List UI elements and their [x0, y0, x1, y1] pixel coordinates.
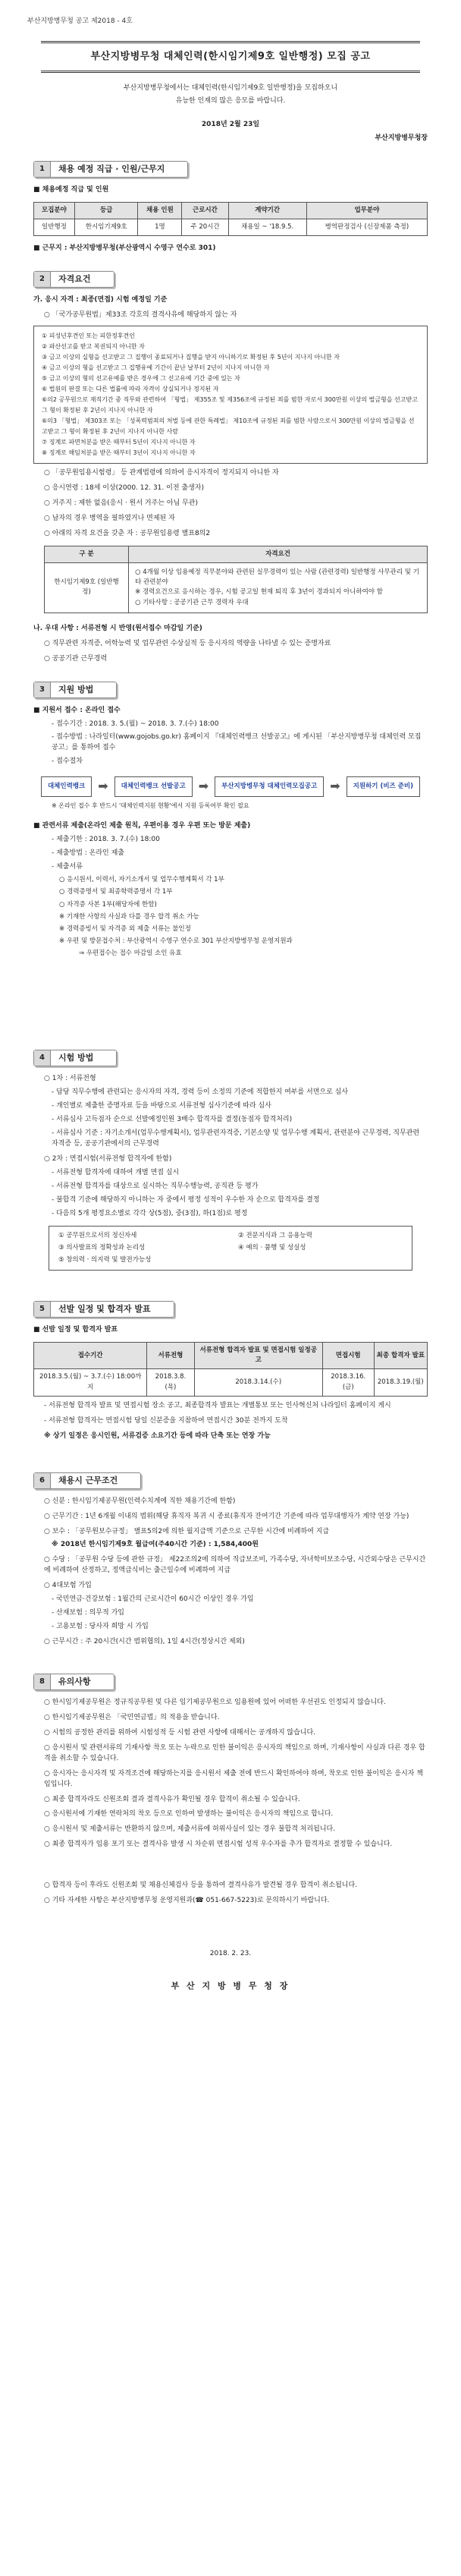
notice-number: 부산지방병무청 공고 제2018 - 4호	[27, 17, 133, 25]
criteria-item: ① 공무원으로서의 정신자세	[58, 1231, 137, 1239]
table-cell: 2018.3.5.(월) ~ 3.7.(수) 18:00까지	[34, 1369, 147, 1396]
table-cell	[129, 563, 428, 613]
table-header: 구 분	[45, 546, 129, 562]
list-item: ○ 한시임기제공무원은 정규직공무원 및 다른 임기제공무원으로 임용원에 있어 어떠한 우선권도 인정되지 않습니다.	[44, 1698, 386, 1706]
section-title: 채용시 근무조건	[58, 1475, 118, 1485]
section-number: 8	[34, 1674, 51, 1690]
subheading: ■ 선발 일정 및 합격자 발표	[33, 1326, 118, 1334]
paragraph: ○ 응시연령 : 18세 이상(2000. 12. 31. 이전 출생자)	[44, 484, 204, 493]
list-item: ② 파산선고를 받고 복권되지 아니한 자	[42, 343, 145, 351]
subheading: ■ 관련서류 제출(온라인 제출 원칙, 우편이용 경우 우편 또는 방문 제출)	[33, 822, 251, 830]
table-row	[45, 563, 428, 613]
section-number: 3	[34, 682, 51, 698]
criteria-item: ② 전문지식과 그 응용능력	[238, 1231, 312, 1239]
list-item: - 불합격 기준에 해당하지 아니하는 자 중에서 평정 성적이 우수한 자 순으로 합격자를 결정	[52, 1195, 320, 1204]
list-item: ○ 최종 합격자가 임용 포기 또는 결격사유 발생 시 차순위 면접시험 성적 우수자를 추가 합격자로 결정할 수 있습니다.	[44, 1841, 393, 1849]
list-item: ○ 수당 : 「공무원 수당 등에 관한 규정」 제22조의2에 의하여 직급보조비, 가족수당, 자녀학비보조수당, 시간외수당은 근무시간에 비례하여 산정하고, 정액급식비는 출근일수에 비례하여 지급	[44, 1556, 426, 1575]
section-header-3	[33, 682, 117, 698]
qual-item: ○ 기타사항 : 공공기관 근무 경력자 우대	[135, 598, 249, 606]
paragraph: - 서류전형 합격자는 면접시험 당일 신분증을 지참하여 면접시간 30분 전까지 도착	[44, 1416, 288, 1425]
table-header: 면접시험	[322, 1343, 374, 1369]
list-item: ○ 최종 합격자라도 신원조회 결과 결격사유가 확인될 경우 합격이 취소될 수 있습니다.	[44, 1795, 300, 1803]
qual-item: ※ 경력요건으로 응시하는 경우, 시험 공고일 현재 퇴직 후 3년이 경과되지 아니하여야 함	[135, 588, 383, 597]
list-item: ⑧ 징계로 해임처분을 받은 때부터 3년이 지나지 아니한 자	[42, 449, 196, 457]
footer-date: 2018. 2. 23.	[209, 1950, 252, 1958]
note-item: ※ 경력증빙서 및 자격증 외 제출 서류는 불인정	[59, 924, 191, 933]
list-item: ⑦ 징계로 파면처분을 받은 때부터 5년이 지나지 아니한 자	[42, 439, 196, 446]
subheading: ■ 근무지 : 부산지방병무청(부산광역시 수영구 연수로 301)	[33, 244, 216, 253]
recruit-table	[33, 202, 428, 236]
list-item: ○ 응시자는 응시자격 및 자격조건에 해당하는지를 응시원서 제출 전에 반드시 확인하여야 하며, 착오로 인한 불이익은 응시자 책임입니다.	[44, 1769, 423, 1788]
section-number: 1	[34, 162, 51, 177]
intro-line: 부산지방병무청에서는 대체인력(한시임기제9호 일반행정)을 모집하오니	[123, 84, 338, 93]
paragraph: ○ 직무관련 자격증, 어학능력 및 업무관련 수상실적 등 응시자의 역량을 나타낼 수 있는 증명자료	[44, 639, 331, 647]
list-item: ○ 합격자 등이 후라도 신원조회 및 채용신체검사 등을 통하여 결격사유가 발견될 경우 합격이 취소됩니다.	[44, 1882, 358, 1890]
schedule-table	[33, 1342, 428, 1397]
paragraph: ○ 아래의 자격 요건을 갖춘 자 : 공무원임용령 별표8의2	[44, 529, 211, 537]
schedule-warning: ※ 상기 일정은 응시인원, 서류검증 소요기간 등에 따라 단축 또는 연장 가능	[44, 1431, 271, 1440]
list-item: ③ 금고 이상의 실형을 선고받고 그 집행이 종료되거나 집행을 받지 아니하기로 확정된 후 5년이 지나지 아니한 자	[42, 354, 340, 361]
table-cell: 2018.3.19.(월)	[374, 1369, 427, 1396]
table-header: 계약기간	[228, 203, 306, 219]
list-item: - 다음의 5개 평정요소별로 각각 상(5점), 중(3점), 하(1점)로 평정	[52, 1209, 248, 1217]
paragraph: ○ 거주지 : 제한 없음(응시 · 원서 거주는 아님 무관)	[44, 499, 199, 508]
table-header: 자격요건	[129, 546, 428, 562]
list-item: ○ 응시원서 및 관련서류의 기재사항 착오 또는 누락으로 인한 불이익은 응시자의 책임으로 하며, 기재사항이 사실과 다른 경우 합격을 취소할 수 있습니다.	[44, 1743, 425, 1762]
list-item: - 산재보험 : 의무적 가입	[52, 1609, 124, 1617]
paragraph: ○ 남자의 경우 병역을 필하였거나 면제된 자	[44, 515, 175, 523]
section-header-5	[33, 1301, 174, 1318]
intro-line: 유능한 인재의 많은 응모를 바랍니다.	[175, 97, 286, 105]
list-item: ○ 4대보험 가입	[44, 1582, 92, 1590]
table-cell: 주 20시간	[182, 219, 228, 236]
table-header: 서류전형 합격자 발표 및 면접시험 일정공고	[194, 1343, 322, 1369]
announce-org: 부산지방병무청장	[375, 134, 428, 143]
list-item: ○ 응시원서, 이력서, 자기소개서 및 업무수행계획서 각 1부	[59, 876, 224, 884]
table-header: 모집분야	[34, 203, 75, 219]
section-title: 선발 일정 및 합격자 발표	[58, 1304, 151, 1315]
announce-date: 2018년 2월 23일	[201, 121, 260, 129]
notice-title: 부산지방병무청 대체인력(한시임기제9호 일반행정) 모집 공고	[41, 41, 420, 73]
table-cell: 일반행정	[34, 219, 75, 236]
list-item: ○ 자격증 사본 1부(해당자에 한함)	[59, 900, 157, 909]
section-title: 유의사항	[58, 1676, 91, 1686]
table-cell: 병역판정검사 (신장제품 측정)	[306, 219, 427, 236]
arrow-right-icon: ➡	[98, 779, 108, 794]
note-item: ⇒ 우편접수는 접수 마감일 소인 유효	[79, 949, 182, 958]
application-flow	[33, 776, 428, 797]
table-cell: 채용일 ~ '18.9.5.	[228, 219, 306, 236]
list-item: ⑥ 법원의 판결 또는 다른 법률에 따라 자격이 상실되거나 정지된 자	[42, 386, 219, 393]
table-header-row	[45, 546, 428, 562]
table-header-row	[34, 1343, 428, 1369]
section-header-4	[33, 1050, 117, 1066]
section-number: 2	[34, 272, 51, 287]
paragraph: - 접수기간 : 2018. 3. 5.(월) ~ 2018. 3. 7.(수) 18:00	[52, 720, 219, 728]
table-cell: 한시임기제9호 (일반행정)	[45, 563, 129, 613]
list-item: - 고용보험 : 당사자 희망 시 가입	[52, 1623, 149, 1631]
list-item: - 담당 직무수행에 관련되는 응시자의 자격, 경력 등이 소정의 기준에 적합한지 여부를 서면으로 심사	[52, 1088, 349, 1097]
paragraph: - 제출기한 : 2018. 3. 7.(수) 18:00	[52, 836, 160, 844]
table-header-row	[34, 203, 428, 219]
table-header: 업무분야	[306, 203, 427, 219]
paragraph: ○ 2차 : 면접시험(서류전형 합격자에 한함)	[44, 1155, 172, 1163]
note-item: ※ 우편 및 방문접수처 : 부산광역시 수영구 연수로 301 부산지방병무청 운영지원과	[59, 937, 293, 946]
list-item: ※ 2018년 한시임기제9호 월급여(주40시간 기준) : 1,584,400원	[52, 1541, 259, 1549]
criteria-item: ④ 예의 · 품행 및 성실성	[238, 1243, 306, 1252]
list-item: ○ 근무기간 : 1년 6개월 이내의 범위(해당 휴직자 복귀 시 종료(휴직자 잔여기간 기준에 따라 업무대행자가 계약 연장 가능)	[44, 1512, 409, 1520]
list-item: ④ 금고 이상의 형을 선고받고 그 집행유예 기간이 끝난 날부터 2년이 지나지 아니한 자	[42, 364, 270, 372]
table-cell: 1명	[138, 219, 182, 236]
paragraph: ○ 1차 : 서류전형	[44, 1075, 96, 1083]
table-cell: 2018.3.14.(수)	[194, 1369, 322, 1396]
table-header: 근로시간	[182, 203, 228, 219]
disqualification-box	[33, 326, 428, 464]
table-header: 최종 합격자 발표	[374, 1343, 427, 1369]
section-number: 6	[34, 1473, 51, 1488]
table-header: 서류전형	[147, 1343, 194, 1369]
paragraph: - 접수절차	[52, 757, 83, 766]
subheading: ■ 지원서 접수 : 온라인 접수	[33, 706, 121, 714]
subheading: 가. 응시 자격 : 최종(면접) 시험 예정일 기준	[33, 296, 168, 304]
section-header-6	[33, 1472, 141, 1489]
paragraph: - 서류전형 합격자 발표 및 면접시험 장소 공고, 최종합격자 발표는 개별통보 또는 인사혁신처 나라일터 홈페이지 게시	[44, 1401, 391, 1409]
paragraph: ○ 「공무원임용시험령」 등 관계법령에 의하여 응시자격이 정지되지 아니한 자	[44, 469, 279, 477]
table-header: 접수기간	[34, 1343, 147, 1369]
list-item: ○ 기타 자세한 사항은 부산지방병무청 운영지원과(☎ 051-667-5223)로 문의하시기 바랍니다.	[44, 1897, 330, 1905]
arrow-right-icon: ➡	[330, 779, 340, 794]
list-item: ○ 신분 : 한시임기제공무원(인력수치계에 직한 채용기간에 한함)	[44, 1497, 236, 1505]
subheading: ■ 채용예정 직급 및 인원	[33, 186, 109, 194]
flow-step: 대체인력뱅크 선발공고	[114, 776, 193, 797]
paragraph: - 접수방법 : 나라일터(www.gojobs.go.kr) 홈페이지 『대체인력뱅크 선발공고』에 게시된 「부산지방병무청 대체인력 모집공고」를 통하여 접수	[52, 733, 422, 752]
criteria-item: ⑤ 창의력 · 의지력 및 발전가능성	[58, 1256, 152, 1264]
section-header-8	[33, 1674, 114, 1690]
evaluation-criteria-box	[49, 1226, 412, 1271]
table-row	[34, 1369, 428, 1396]
list-item: - 서류전형 합격자에 대하여 개별 면접 실시	[52, 1168, 180, 1176]
flow-step: 부산지방병무청 대체인력모집공고	[215, 776, 324, 797]
flow-note: ※ 온라인 접수 후 반드시 '대체인력지원 현황'에서 지원 등록여부 확인 필요	[52, 802, 249, 810]
section-number: 4	[34, 1050, 51, 1066]
paragraph: ○ 「국가공무원법」제33조 각호의 결격사유에 해당하지 않는 자	[44, 311, 237, 320]
section-number: 5	[34, 1302, 51, 1317]
list-item: ○ 한시임기제공무원은 「국민연금법」의 적용을 받습니다.	[44, 1713, 220, 1721]
list-item: ① 피성년후견인 또는 피한정후견인	[42, 332, 135, 340]
section-title: 지원 방법	[58, 684, 94, 694]
list-item: - 서류심사 기준 : 자기소개서(업무수행계획서), 업무관련자격증, 기본소양 및 업무수행 계획서, 관련분야 근무경력, 직무관련 자격증 등, 공공기관에서의 근무경력	[52, 1129, 420, 1148]
criteria-item: ③ 의사발표의 정확성과 논리성	[58, 1243, 146, 1252]
list-item: ⑥의3 「형법」 제303조 또는 「성폭력범죄의 처벌 등에 관한 특례법」 제10조에 규정된 죄를 범한 사람으로서 300만원 이상의 벌금형을 선고받고 그 형이 확정된 후 2년이 지나지 아니한 사람	[42, 417, 415, 436]
arrow-right-icon: ➡	[198, 779, 209, 794]
list-item: ○ 보수 : 「공무원보수규정」 별표5의2에 의한 월지급액 기준으로 근무한 시간에 비례하여 지급	[44, 1527, 330, 1535]
list-item: - 서류전형 합격자를 대상으로 실시하는 직무수행능력, 공직관 등 평가	[52, 1182, 259, 1190]
criteria-item	[238, 1255, 403, 1265]
paragraph: - 제출서류	[52, 863, 83, 871]
intro-text	[33, 82, 428, 108]
table-cell: 2018.3.16.(금)	[322, 1369, 374, 1396]
list-item: ⑤ 금고 이상의 형의 선고유예를 받은 경우에 그 선고유예 기간 중에 있는 자	[42, 375, 240, 383]
paragraph: - 제출방법 : 온라인 제출	[52, 849, 124, 858]
section-header-2	[33, 271, 114, 288]
list-item: ○ 응시원서 및 제출서류는 반환하지 않으며, 제출서류에 허위사실이 있는 경우 불합격 처리됩니다.	[44, 1825, 336, 1834]
list-item: ○ 응시원서에 기재한 연락처의 착오 등으로 인하여 발생하는 불이익은 응시자의 책임으로 합니다.	[44, 1810, 334, 1819]
footer-org: 부 산 지 방 병 무 청 장	[171, 1981, 290, 1992]
table-row	[34, 219, 428, 236]
subheading: 나. 우대 사항 : 서류전형 시 반영(원서접수 마감일 기준)	[33, 624, 202, 632]
list-item: ⑥의2 공무원으로 재직기간 중 직무와 관련하여 「형법」 제355조 및 제356조에 규정된 죄를 범한 자로서 300만원 이상의 벌금형을 선고받고 그 형이 확정된 후 2년이 지나지 아니한 자	[42, 396, 418, 414]
list-item: - 개인별로 제출한 증명자료 등을 바탕으로 서류전형 심사기준에 따라 심사	[52, 1102, 271, 1110]
qual-item: ○ 4개월 이상 임용예정 직무분야와 관련된 실무경력이 있는 사람 (관련경력) 일반행정 사무관리 및 기타 관련분야	[135, 568, 419, 587]
table-cell: 한시임기제9호	[74, 219, 138, 236]
paragraph: ○ 공공기관 근무경력	[44, 654, 108, 663]
section-title: 자격요건	[58, 274, 91, 285]
flow-step: 대체인력뱅크	[41, 776, 92, 797]
qualification-table	[44, 546, 428, 613]
table-header: 등급	[74, 203, 138, 219]
section-title: 시험 방법	[58, 1053, 94, 1063]
section-title: 채용 예정 직급 · 인원/근무지	[58, 164, 165, 175]
table-cell: 2018.3.8.(목)	[147, 1369, 194, 1396]
flow-step: 지원하기 (비즈 준비)	[347, 776, 420, 797]
table-header: 채용 인원	[138, 203, 182, 219]
list-item: ○ 근무시간 : 주 20시간(시간 범위협의), 1일 4시간(정상시간 제외)	[44, 1638, 245, 1646]
list-item: ○ 경력증명서 및 최종학력증명서 각 1부	[59, 888, 173, 896]
section-header-1	[33, 161, 188, 178]
list-item: ○ 시험의 공정한 관리를 위하여 시험성적 등 시험 관련 사항에 대해서는 공개하지 않습니다.	[44, 1728, 316, 1737]
list-item: - 국민연금·건강보험 : 1월간의 근로시간이 60시간 이상인 경우 가입	[52, 1595, 254, 1604]
list-item: - 서류심사 고득점자 순으로 선발예정인원 3배수 합격자를 결정(동점자 합격처리)	[52, 1116, 293, 1124]
note-item: ※ 기재한 사항의 사실과 다를 경우 합격 취소 가능	[59, 912, 199, 921]
